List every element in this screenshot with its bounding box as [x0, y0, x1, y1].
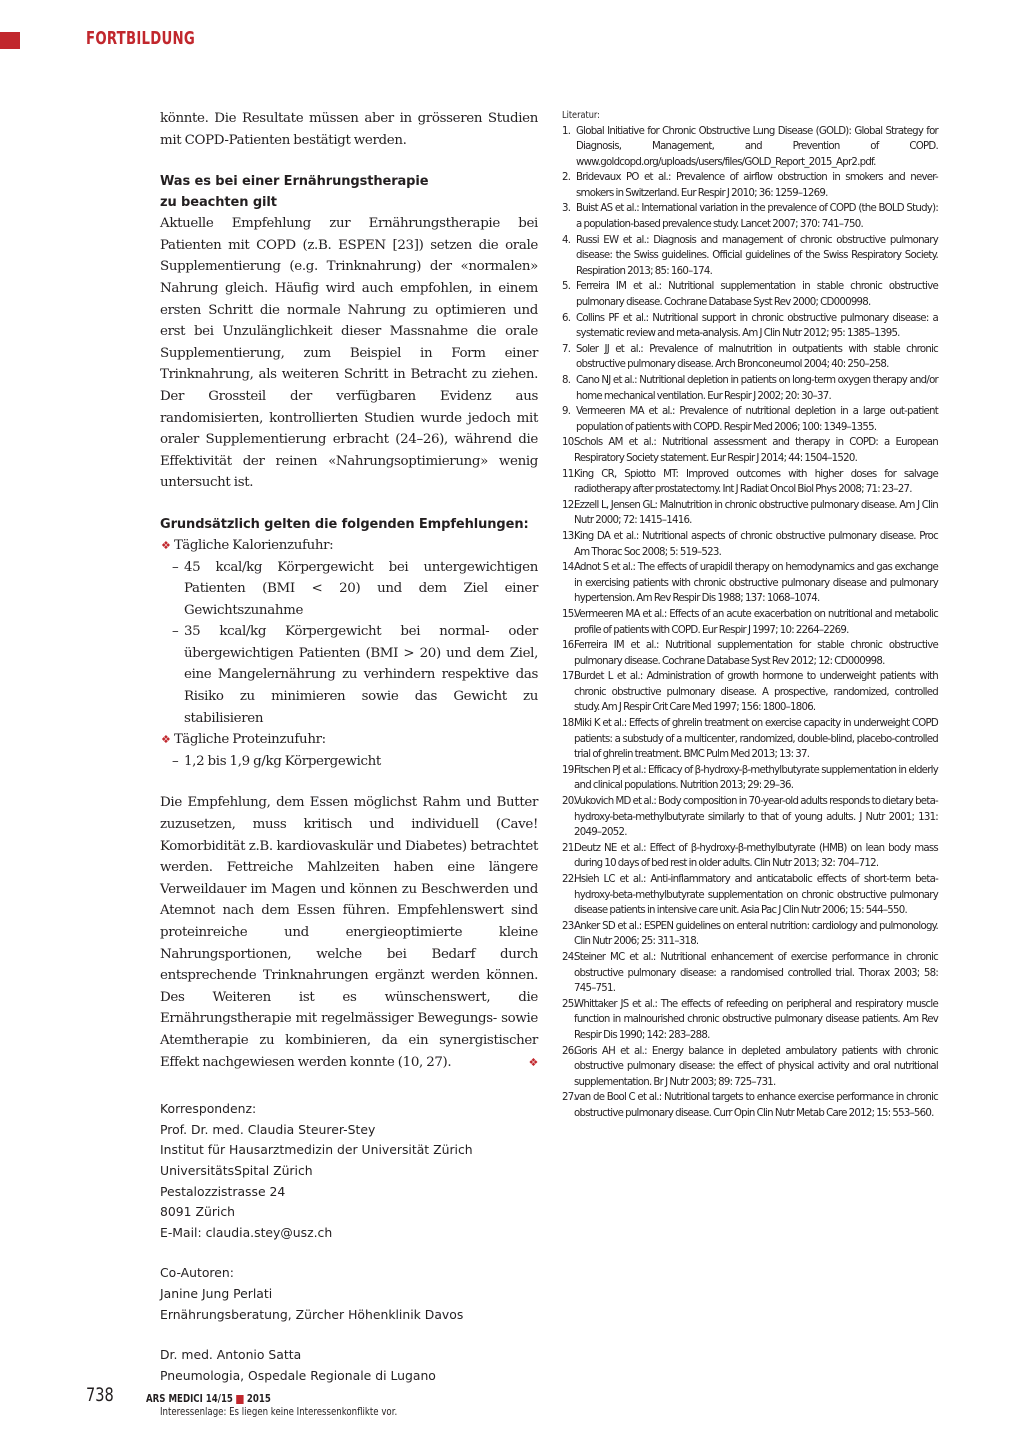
reference-item: [562, 1090, 938, 1121]
reference-text: King DA et al.: Nutritional aspects of chronic obstructive pulmonary disease. Proc Am Thorac Soc 2008; 5: 519–523.: [574, 530, 938, 558]
reference-item: [562, 669, 938, 716]
reference-item: [562, 467, 938, 498]
reference-item: [562, 1044, 938, 1091]
reference-number: 11.: [562, 468, 576, 480]
section-marker: [0, 32, 20, 49]
conflict-of-interest: Interessenlage: Es liegen keine Interessenkonflikte vor.: [160, 1406, 398, 1419]
bullet-protein-label: Tägliche Proteinzufuhr:: [174, 732, 326, 748]
bullet-calories: [160, 535, 538, 557]
correspondence-label: Korrespondenz:: [160, 1101, 257, 1117]
reference-item: [562, 404, 938, 435]
reference-number: 6.: [562, 312, 571, 324]
end-of-article-icon: ❖: [528, 1055, 538, 1069]
reference-item: [562, 342, 938, 373]
reference-text: Adnot S et al.: The effects of urapidil therapy on hemodynamics and gas exchange in exercising patients with chronic obstructive pulmonary disease and pulmonary hypertension. Am Rev Respir Dis 1988; 137: 1068–1074.: [574, 562, 938, 605]
reference-item: [562, 233, 938, 280]
reference-item: [562, 919, 938, 950]
section-title: FORTBILDUNG: [86, 28, 196, 49]
diamond-bullet-icon: ❖: [161, 733, 171, 747]
reference-item: [562, 841, 938, 872]
correspondence-city: 8091 Zürich: [160, 1204, 236, 1220]
reference-text: Soler JJ et al.: Prevalence of malnutrition in outpatients with stable chronic obstructive pulmonary disease. Arch Bronconeumol 2004; 40: 250–258.: [576, 343, 938, 371]
correspondence-hospital: UniversitätsSpital Zürich: [160, 1162, 313, 1178]
reference-item: [562, 794, 938, 841]
reference-number: 9.: [562, 406, 571, 418]
bullet-calories-label: Tägliche Kalorienzufuhr:: [174, 537, 334, 553]
calories-underweight-text: 45 kcal/kg Körpergewicht bei untergewichtigen Patienten (BMI < 20) und dem Ziel einer Gewichtszunahme: [184, 559, 538, 618]
reference-item: [562, 529, 938, 560]
reference-item: [562, 435, 938, 466]
reference-item: [562, 716, 938, 763]
closing-paragraph-text: Die Empfehlung, dem Essen möglichst Rahm und Butter zuzusetzen, muss kritisch und individuell (Cave! Komorbidität z.B. kardiovaskulär und Diabetes) betrachtet werden. Fettreiche Mahlzeiten haben eine längere Verweildauer im Magen und können zu Beschwerden und Atemnot nach dem Essen führen. Empfehlenswert sind proteinreiche und energieoptimierte kleine Nahrungsportionen, welche bei Bedarf durch entsprechende Trinknahrungen ergänzt werden können. Des Weiteren ist es wünschenswert, die Ernährungstherapie mit regelmässiger Bewegungs- sowie Atemtherapie zu kombinieren, da ein synergistischer Effekt nachgewiesen werden konnte (10, 27).: [160, 795, 538, 1070]
reference-text: Buist AS et al.: International variation in the prevalence of COPD (the BOLD Study): a population-based prevalence study. Lancet 2007; 370: 741–750.: [576, 203, 938, 231]
heading-recommendations: Grundsätzlich gelten die folgenden Empfehlungen:: [160, 516, 529, 532]
reference-text: van de Bool C et al.: Nutritional targets to enhance exercise performance in chronic obstructive pulmonary disease. Curr Opin Clin Nutr Metab Care 2012; 15: 553–560.: [574, 1092, 938, 1119]
reference-text: Ferreira IM et al.: Nutritional supplementation in stable chronic obstructive pulmonary disease. Cochrane Database Syst Rev 2000; CD000998.: [576, 281, 938, 309]
reference-number: 5.: [562, 281, 571, 293]
reference-item: [562, 124, 938, 171]
main-text-column: [160, 108, 538, 1418]
reference-text: Global Initiative for Chronic Obstructive Lung Disease (GOLD): Global Strategy for Diagnosis, Management, and Prevention of COPD. www.goldcopd.org/uploads/users/files/GOLD_Report_2015_Apr2.pdf.: [576, 125, 938, 168]
reference-item: [562, 279, 938, 310]
recommendation-paragraph: Aktuelle Empfehlung zur Ernährungstherapie bei Patienten mit COPD (z.B. ESPEN [23]) setzen die orale Supplementierung (e.g. Trinknahrung) der «normalen» Nahrung gleich. Häufig wird auch empfohlen, in einem ersten Schritt die normale Nahrung zu optimieren und erst bei Unzulänglichkeit dieser Massnahme die orale Supplementierung, zum Beispiel in Form einer Trinknahrung, als weiteren Schritt in Betracht zu ziehen. Der Grossteil der verfügbaren Evidenz aus randomisierten, kontrollierten Studien wurde jedoch mit oraler Supplementierung erbracht (24–26), während die Effektivität der reinen «Nahrungsoptimierung» wenig untersucht ist.: [160, 216, 538, 491]
reference-number: 24.: [562, 951, 576, 963]
protein-amount-text: 1,2 bis 1,9 g/kg Körpergewicht: [184, 753, 381, 769]
reference-number: 7.: [562, 343, 571, 355]
reference-item: [562, 997, 938, 1044]
reference-number: 12.: [562, 499, 576, 511]
references-heading: Literatur:: [562, 110, 600, 121]
reference-text: Vukovich MD et al.: Body composition in 70-year-old adults responds to dietary beta-hydroxy-beta-methylbutyrate similarly to that of young adults. J Nutr 2001; 131: 2049–2052.: [574, 796, 938, 839]
reference-number: 15.: [562, 608, 576, 620]
reference-text: Vermeeren MA et al.: Prevalence of nutritional depletion in a large out-patient population of patients with COPD. Respir Med 2006; 100: 1349–1355.: [576, 406, 938, 433]
reference-number: 17.: [562, 671, 576, 683]
reference-item: [562, 560, 938, 607]
reference-text: Goris AH et al.: Energy balance in depleted ambulatory patients with chronic obstructive pulmonary disease: the effect of physical activity and oral nutritional supplementation. Br J Nutr 2003; 89: 725–731.: [574, 1045, 938, 1088]
protein-amount: – 1,2 bis 1,9 g/kg Körpergewicht: [172, 753, 381, 769]
reference-text: Whittaker JS et al.: The effects of refeeding on peripheral and respiratory muscle function in malnourished chronic obstructive pulmonary disease patients. Am Rev Respir Dis 1990; 142: 283–288.: [574, 998, 938, 1041]
reference-number: 16.: [562, 640, 576, 652]
coauthor-2-name: Dr. med. Antonio Satta: [160, 1347, 302, 1363]
bullet-protein: [160, 729, 538, 751]
correspondence-street: Pestalozzistrasse 24: [160, 1183, 286, 1199]
calories-normal-weight: – 35 kcal/kg Körpergewicht bei normal- oder übergewichtigen Patienten (BMI > 20) und dem Ziel, eine Mangelernährung zu verhindern respektive das Risiko zu minimieren sowie das Gewicht zu stabilisieren: [172, 624, 538, 726]
magazine-name: ARS MEDICI 14/15: [146, 1393, 233, 1405]
coauthor-2-affiliation: Pneumologia, Ospedale Regionale di Lugano: [160, 1367, 436, 1383]
heading-nutrition-therapy: [160, 171, 538, 213]
reference-number: 26.: [562, 1045, 576, 1057]
reference-number: 18.: [562, 718, 576, 730]
reference-number: 3.: [562, 203, 571, 215]
reference-text: Ezzell L, Jensen GL: Malnutrition in chronic obstructive pulmonary disease. Am J Clin Nutr 2000; 72: 1415–1416.: [574, 499, 938, 527]
correspondence-email[interactable]: E-Mail: claudia.stey@usz.ch: [160, 1224, 333, 1240]
reference-number: 22.: [562, 874, 576, 885]
closing-paragraph: [160, 792, 538, 1073]
footer-square-icon: [236, 1395, 243, 1404]
reference-text: Russi EW et al.: Diagnosis and management of chronic obstructive pulmonary disease: the Swiss guidelines. Official guidelines of the Swiss Respiratory Society. Respiration 2013; 85: 160–174.: [576, 234, 938, 277]
calories-underweight: – 45 kcal/kg Körpergewicht bei untergewichtigen Patienten (BMI < 20) und dem Ziel einer Gewichtszunahme: [172, 559, 538, 618]
reference-number: 13.: [562, 530, 576, 542]
reference-item: [562, 498, 938, 529]
reference-text: Ferreira IM et al.: Nutritional supplementation for stable chronic obstructive pulmonary disease. Cochrane Database Syst Rev 2012; 12: CD000998.: [574, 640, 938, 667]
reference-text: Burdet L et al.: Administration of growth hormone to underweight patients with chronic obstructive pulmonary disease. A prospective, randomized, controlled study. Am J Respir Crit Care Med 1997; 156: 1800–1806.: [574, 671, 938, 714]
reference-number: 21.: [562, 842, 576, 854]
reference-item: [562, 311, 938, 342]
reference-number: 19.: [562, 764, 576, 776]
intro-paragraph: könnte. Die Resultate müssen aber in grösseren Studien mit COPD-Patienten bestätigt werden.: [160, 111, 538, 148]
reference-number: 25.: [562, 998, 576, 1010]
references-column: [562, 108, 938, 1122]
reference-text: Deutz NE et al.: Effect of β-hydroxy-β-methylbutyrate (HMB) on lean body mass during 10 days of bed rest in older adults. Clin Nutr 2013; 32: 704–712.: [574, 842, 938, 870]
reference-number: 14.: [562, 562, 576, 574]
reference-text: Cano NJ et al.: Nutritional depletion in patients on long-term oxygen therapy and/or home mechanical ventilation. Eur Respir J 2002; 20: 30–37.: [576, 375, 938, 402]
reference-number: 1.: [562, 125, 571, 137]
coauthor-1-name: Janine Jung Perlati: [160, 1285, 273, 1301]
calories-normal-weight-text: 35 kcal/kg Körpergewicht bei normal- oder übergewichtigen Patienten (BMI > 20) und dem Ziel, eine Mangelernährung zu verhindern respektive das Risiko zu minimieren sowie das Gewicht zu stabilisieren: [184, 624, 538, 726]
reference-item: [562, 872, 938, 919]
reference-number: 27.: [562, 1092, 576, 1104]
coauthors-label: Co-Autoren:: [160, 1265, 234, 1281]
correspondence-name: Prof. Dr. med. Claudia Steurer-Stey: [160, 1121, 376, 1137]
heading-line-2: zu beachten gilt: [160, 195, 277, 211]
reference-item: [562, 763, 938, 794]
reference-text: Steiner MC et al.: Nutritional enhancement of exercise performance in chronic obstructive pulmonary disease: a randomised controlled trial. Thorax 2003; 58: 745–751.: [574, 951, 938, 995]
references-list: [562, 124, 938, 1122]
heading-line-1: Was es bei einer Ernährungstherapie: [160, 174, 429, 190]
reference-text: Vermeeren MA et al.: Effects of an acute exacerbation on nutritional and metabolic profile of patients with COPD. Eur Respir J 1997; 10: 2264–2269.: [574, 608, 938, 636]
reference-item: [562, 638, 938, 669]
reference-text: Collins PF et al.: Nutritional support in chronic obstructive pulmonary disease: a systematic review and meta-analysis. Am J Clin Nutr 2012; 95: 1385–1395.: [576, 312, 938, 340]
reference-item: [562, 607, 938, 638]
reference-item: [562, 373, 938, 404]
coauthor-1-affiliation: Ernährungsberatung, Zürcher Höhenklinik Davos: [160, 1306, 464, 1322]
reference-text: Anker SD et al.: ESPEN guidelines on enteral nutrition: cardiology and pulmonology. Clin Nutr 2006; 25: 311–318.: [574, 920, 938, 948]
reference-number: 10.: [562, 437, 576, 449]
reference-number: 23.: [562, 920, 576, 932]
footer-publication: [146, 1393, 271, 1405]
page-number: 738: [86, 1384, 114, 1406]
reference-text: King CR, Spiotto MT: Improved outcomes with higher doses for salvage radiotherapy after prostatectomy. Int J Radiat Oncol Biol Phys 2008; 71: 23–27.: [574, 468, 938, 496]
correspondence-institute: Institut für Hausarztmedizin der Universität Zürich: [160, 1142, 473, 1158]
diamond-bullet-icon: ❖: [161, 538, 171, 552]
reference-item: [562, 201, 938, 232]
publication-year: 2015: [246, 1393, 271, 1405]
reference-number: 4.: [562, 234, 571, 246]
reference-number: 2.: [562, 172, 571, 184]
reference-item: [562, 170, 938, 201]
reference-text: Miki K et al.: Effects of ghrelin treatment on exercise capacity in underweight COPD patients: a substudy of a multicenter, randomized, double-blind, placebo-controlled trial of ghrelin treatment. BMC Pulm Med 2013; 13: 37.: [574, 718, 938, 761]
reference-number: 8.: [562, 375, 571, 386]
reference-text: Bridevaux PO et al.: Prevalence of airflow obstruction in smokers and never-smokers in Switzerland. Eur Respir J 2010; 36: 1259–1269.: [576, 172, 938, 199]
reference-text: Schols AM et al.: Nutritional assessment and therapy in COPD: a European Respiratory Society statement. Eur Respir J 2014; 44: 1504–1520.: [574, 437, 938, 464]
reference-text: Fitschen PJ et al.: Efficacy of β-hydroxy-β-methylbutyrate supplementation in elderly and clinical populations. Nutrition 2013; 29: 29–36.: [574, 764, 938, 792]
reference-item: [562, 950, 938, 997]
reference-text: Hsieh LC et al.: Anti-inflammatory and anticatabolic effects of short-term beta-hydroxy-beta-methylbutyrate supplementation on chronic obstructive pulmonary disease patients in intensive care unit. Asia Pac J Clin Nutr 2006; 15: 544–550.: [574, 874, 938, 917]
reference-number: 20.: [562, 796, 576, 808]
